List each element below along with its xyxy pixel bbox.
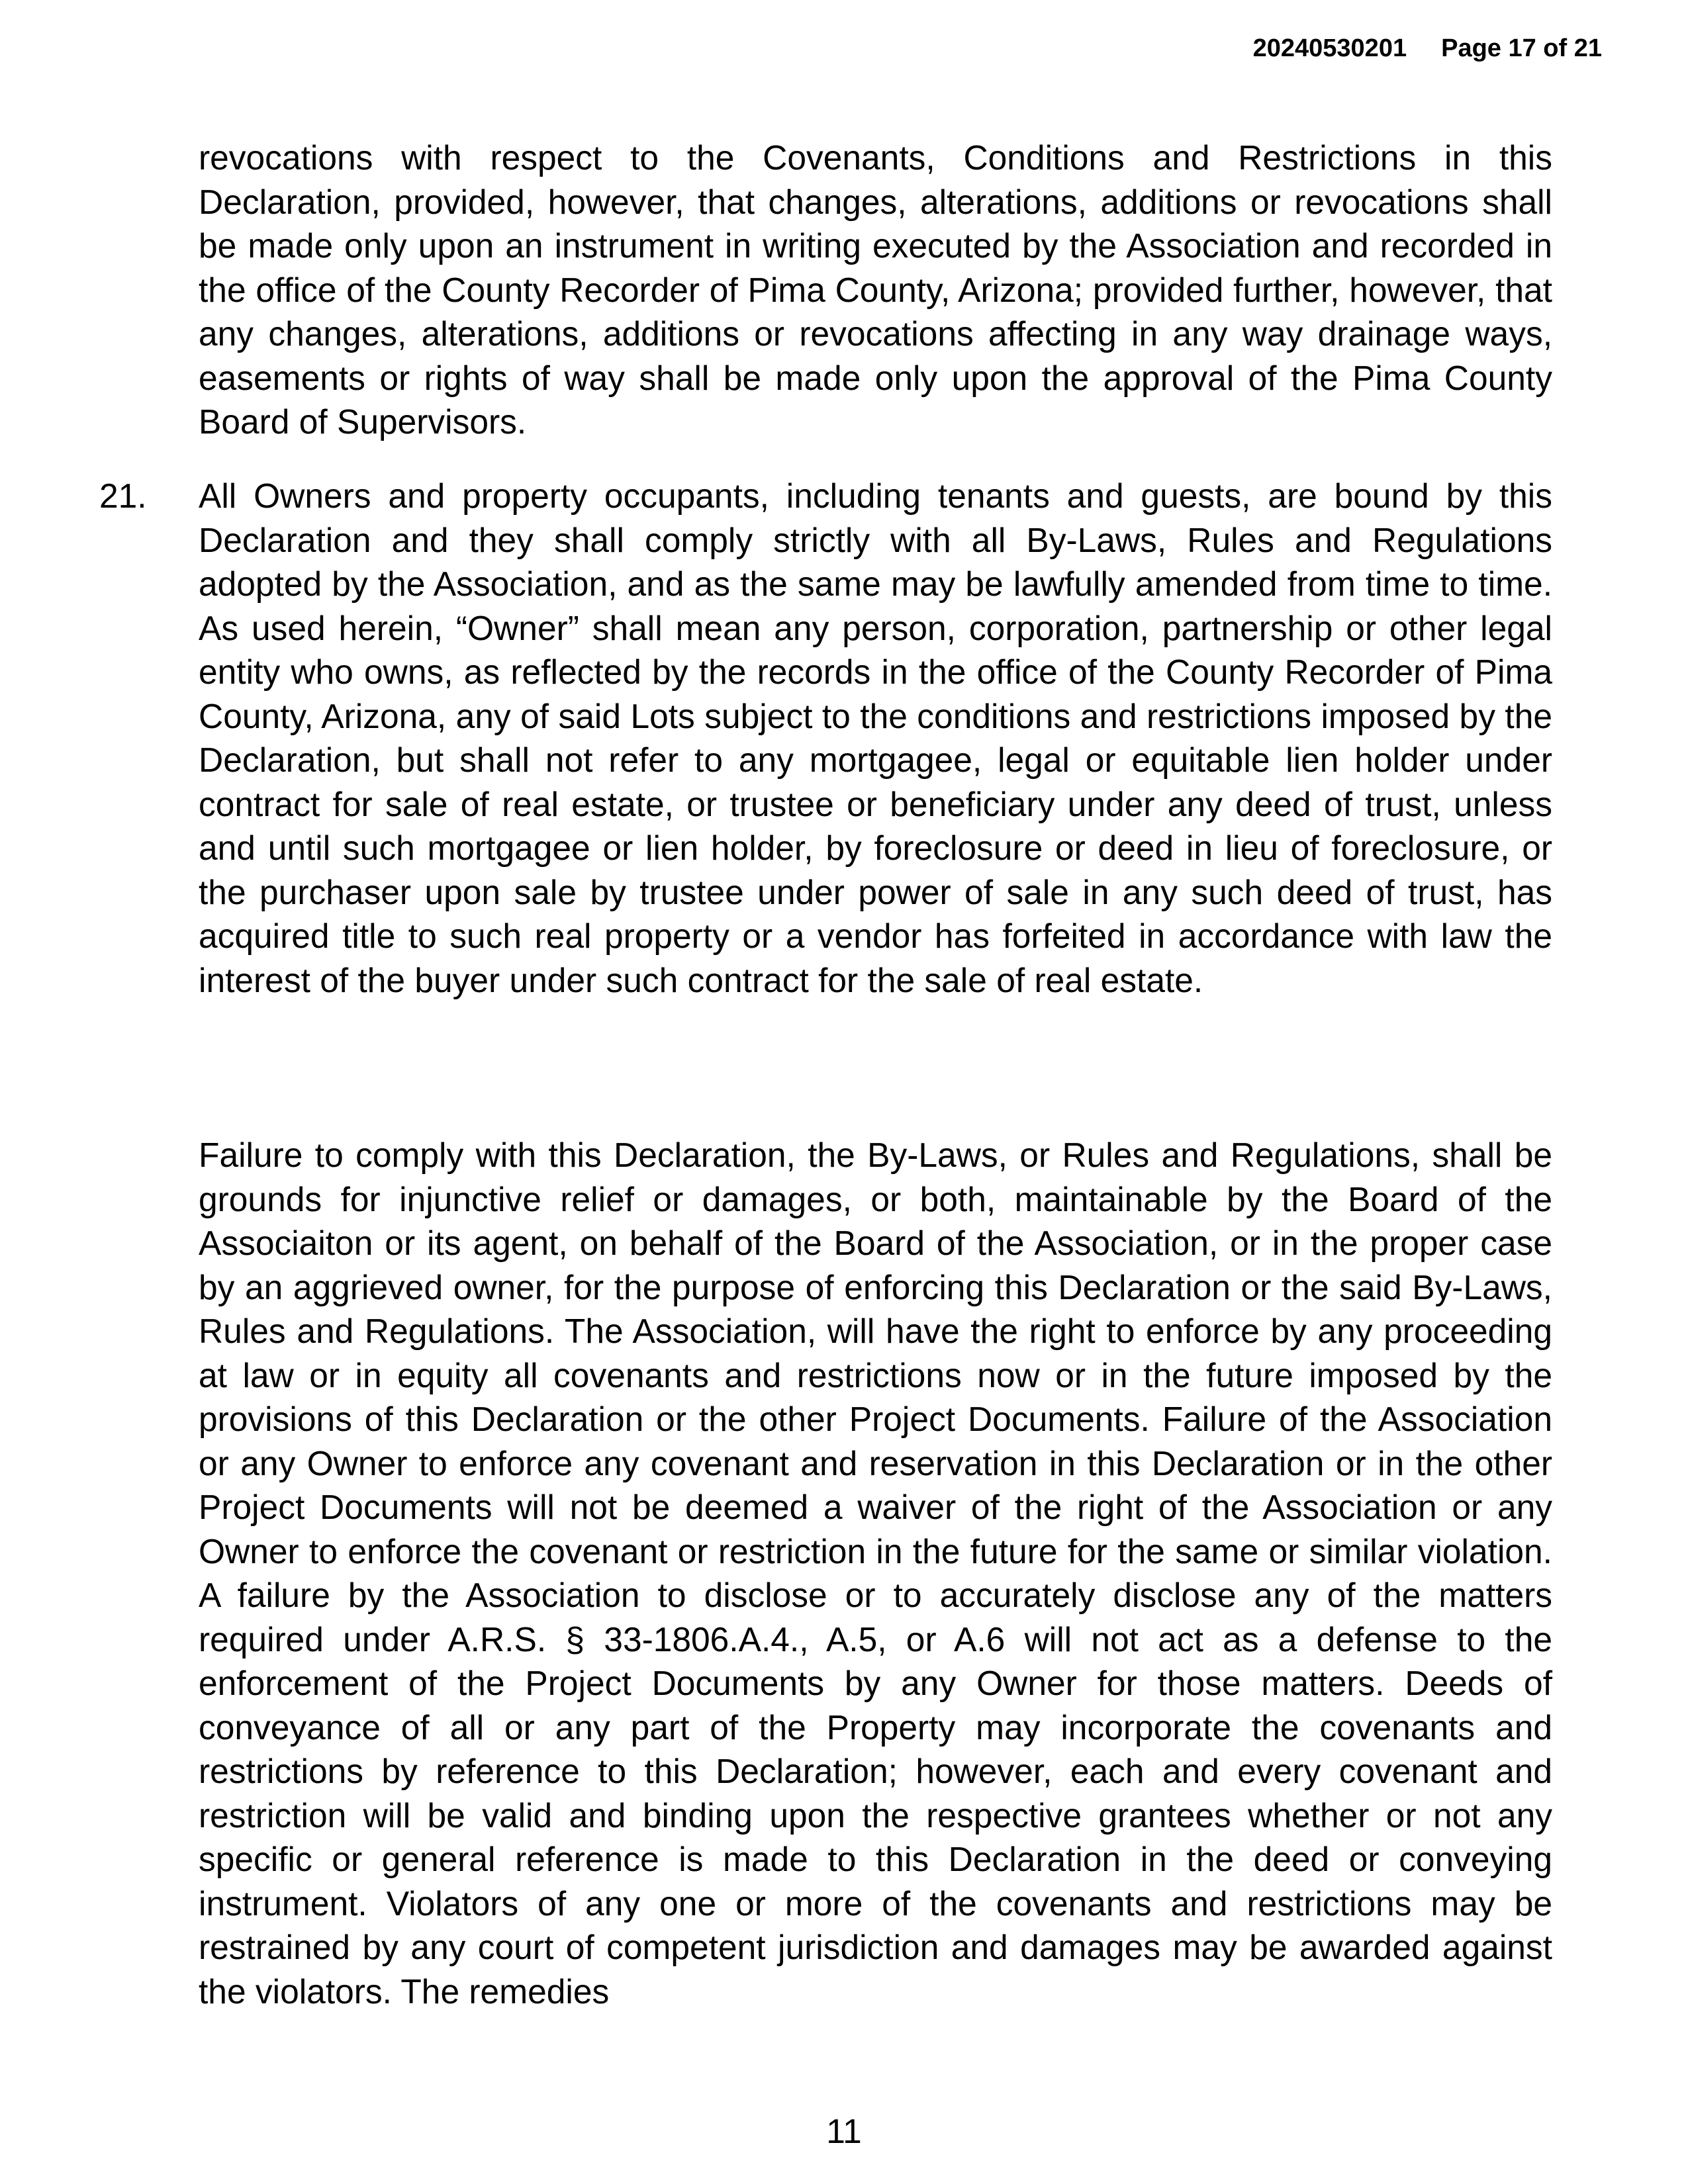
paragraph-enforcement: Failure to comply with this Declaration, the By-Laws, or Rules and Regulations, shall be grounds for injunctive relief or damages, or both, maintainable by the Board of the Associaiton or its agent, on behalf of the Board of the Association, or in the proper case by an aggrieved owner, for the purpose of enforcing this Declaration or the said By-Laws, Rules and Regulations. The Association, will have the right to enforce by any proceeding at law or in equity all covenants and restrictions now or in the future imposed by the provisions of this Declaration or the other Project Documents. Failure of the Association or any Owner to enforce any covenant and reservation in this Declaration or in the other Project Documents will not be deemed a waiver of the right of the Association or any Owner to enforce the covenant or restriction in the future for the same or similar violation. A failure by the Association to disclose or to accurately disclose any of the matters required under A.R.S. § 33-1806.A.4., A.5, or A.6 will not act as a defense to the enforcement of the Project Documents by any Owner for those matters. Deeds of conveyance of all or any part of the Property may incorporate the covenants and restrictions by reference to this Declaration; however, each and every covenant and restriction will be valid and binding upon the respective grantees whether or not any specific or general reference is made to this Declaration in the deed or conveying instrument. Violators of any one or more of the covenants and restrictions may be restrained by any court of competent jurisdiction and damages may be awarded against the violators. The remedies bbox=[199, 1136, 1552, 2011]
page-number: 11 bbox=[826, 2112, 862, 2150]
document-number: 20240530201 bbox=[1252, 34, 1407, 62]
paragraph-continuation: revocations with respect to the Covenants, Conditions and Restrictions in this Declaration, provided, however, that changes, alterations, additions or revocations shall be made only upon an instrument in writing executed by the Association and recorded in the office of the County Recorder of Pima County, Arizona; provided further, however, that any changes, alterations, additions or revocations affecting in any way drainage ways, easements or rights of way shall be made only upon the approval of the Pima County Board of Supervisors. bbox=[199, 138, 1552, 441]
item-number: 21. bbox=[99, 477, 147, 515]
recording-header bbox=[1253, 33, 1602, 64]
paragraph-item-21: All Owners and property occupants, including tenants and guests, are bound by this Declaration and they shall comply strictly with all By-Laws, Rules and Regulations adopted by the Association, and as the same may be lawfully amended from time to time. As used herein, “Owner” shall mean any person, corporation, partnership or other legal entity who owns, as reflected by the records in the office of the County Recorder of Pima County, Arizona, any of said Lots subject to the conditions and restrictions imposed by the Declaration, but shall not refer to any mortgagee, legal or equitable lien holder under contract for sale of real estate, or trustee or beneficiary under any deed of trust, unless and until such mortgagee or lien holder, by foreclosure or deed in lieu of foreclosure, or the purchaser upon sale by trustee under power of sale in any such deed of trust, has acquired title to such real property or a vendor has forfeited in accordance with law the interest of the buyer under such contract for the sale of real estate. bbox=[199, 477, 1552, 999]
page-label: Page 17 of 21 bbox=[1441, 34, 1602, 62]
